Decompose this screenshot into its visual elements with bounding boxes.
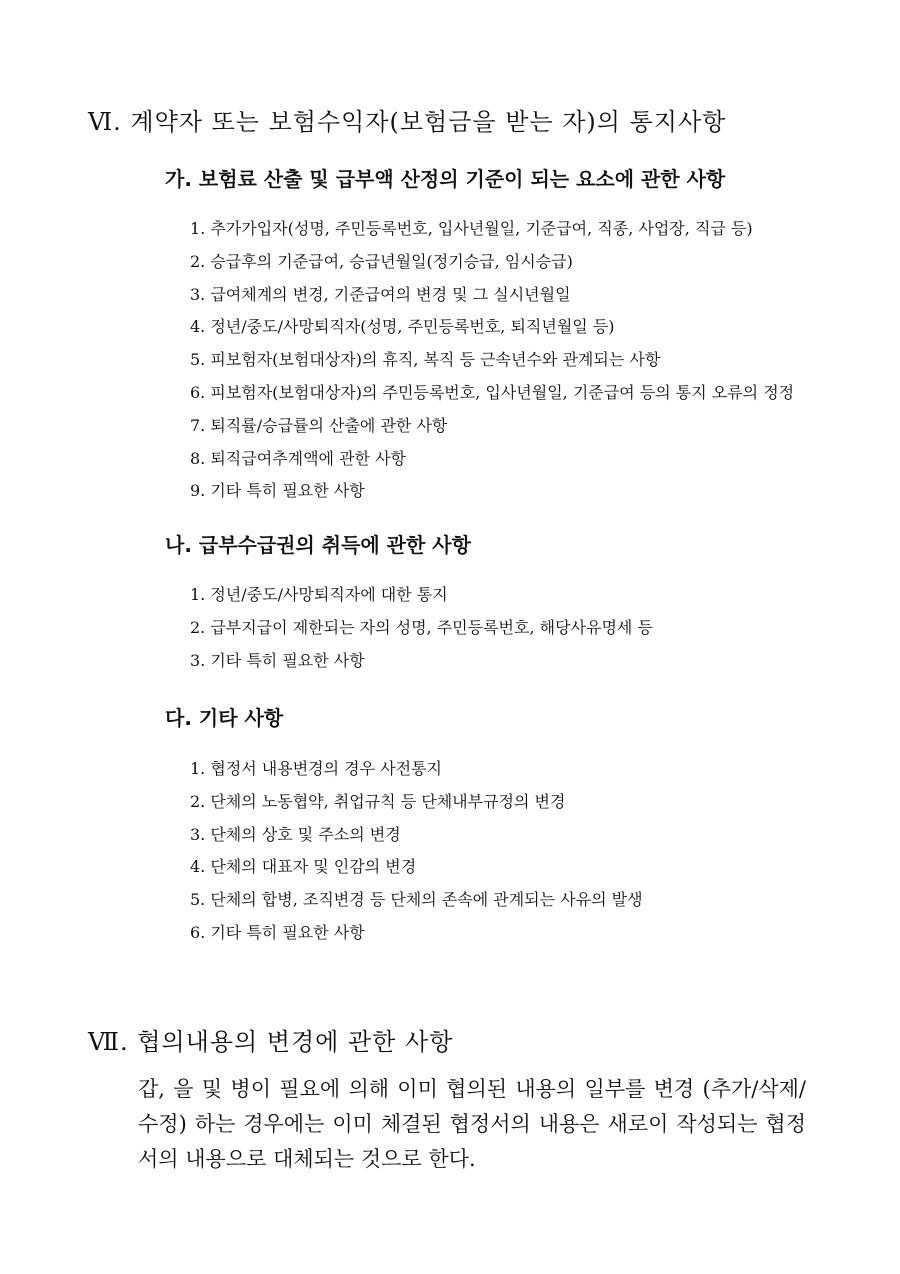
list-item: 5. 피보험자(보험대상자)의 휴직, 복직 등 근속년수와 관계되는 사항 — [190, 350, 661, 370]
list-item: 4. 정년/중도/사망퇴직자(성명, 주민등록번호, 퇴직년월일 등) — [190, 317, 615, 337]
subsection-ga-heading: 가. 보험료 산출 및 급부액 산정의 기준이 되는 요소에 관한 사항 — [165, 167, 726, 191]
list-item: 1. 협정서 내용변경의 경우 사전통지 — [190, 759, 442, 778]
list-item: 4. 단체의 대표자 및 인감의 변경 — [190, 857, 417, 877]
list-item: 6. 피보험자(보험대상자)의 주민등록번호, 입사년월일, 기준급여 등의 통지 오류의 정정 — [190, 382, 795, 402]
list-item: 8. 퇴직급여추계액에 관한 사항 — [190, 448, 406, 468]
list-item: 2. 승급후의 기준급여, 승급년월일(정기승급, 임시승급) — [190, 251, 573, 271]
subsection-da-heading: 다. 기타 사항 — [165, 706, 284, 730]
list-item: 7. 퇴직률/승급률의 산출에 관한 사항 — [190, 415, 448, 435]
list-item: 6. 기타 특히 필요한 사항 — [190, 922, 365, 942]
list-item: 9. 기타 특히 필요한 사항 — [190, 481, 365, 501]
section-7-paragraph: 갑, 을 및 병이 필요에 의해 이미 협의된 내용의 일부를 변경 (추가/삭제/수정) 하는 경우에는 이미 체결된 협정서의 내용은 새로이 작성되는 협정서의 내용으로 대체되는 것으로 한다. — [138, 1077, 806, 1171]
list-item: 3. 단체의 상호 및 주소의 변경 — [190, 824, 401, 844]
list-item: 3. 기타 특히 필요한 사항 — [190, 650, 365, 670]
list-item: 2. 단체의 노동협약, 취업규칙 등 단체내부규정의 변경 — [190, 791, 566, 811]
subsection-da-list — [190, 753, 643, 950]
list-item: 5. 단체의 합병, 조직변경 등 단체의 존속에 관계되는 사유의 발생 — [190, 890, 643, 910]
subsection-na-heading: 나. 급부수급권의 취득에 관한 사항 — [165, 533, 471, 557]
section-6-heading: Ⅵ. 계약자 또는 보험수익자(보험금을 받는 자)의 통지사항 — [88, 108, 727, 136]
list-item: 2. 급부지급이 제한되는 자의 성명, 주민등록번호, 해당사유명세 등 — [190, 617, 653, 637]
subsection-na-list — [190, 579, 653, 677]
section-7-heading: Ⅶ. 협의내용의 변경에 관한 사항 — [88, 1028, 454, 1056]
list-item: 3. 급여체계의 변경, 기준급여의 변경 및 그 실시년월일 — [190, 284, 571, 304]
list-item: 1. 추가가입자(성명, 주민등록번호, 입사년월일, 기준급여, 직종, 사업장, 직급 등) — [190, 219, 753, 238]
subsection-ga-list — [190, 213, 794, 508]
list-item: 1. 정년/중도/사망퇴직자에 대한 통지 — [190, 585, 448, 604]
